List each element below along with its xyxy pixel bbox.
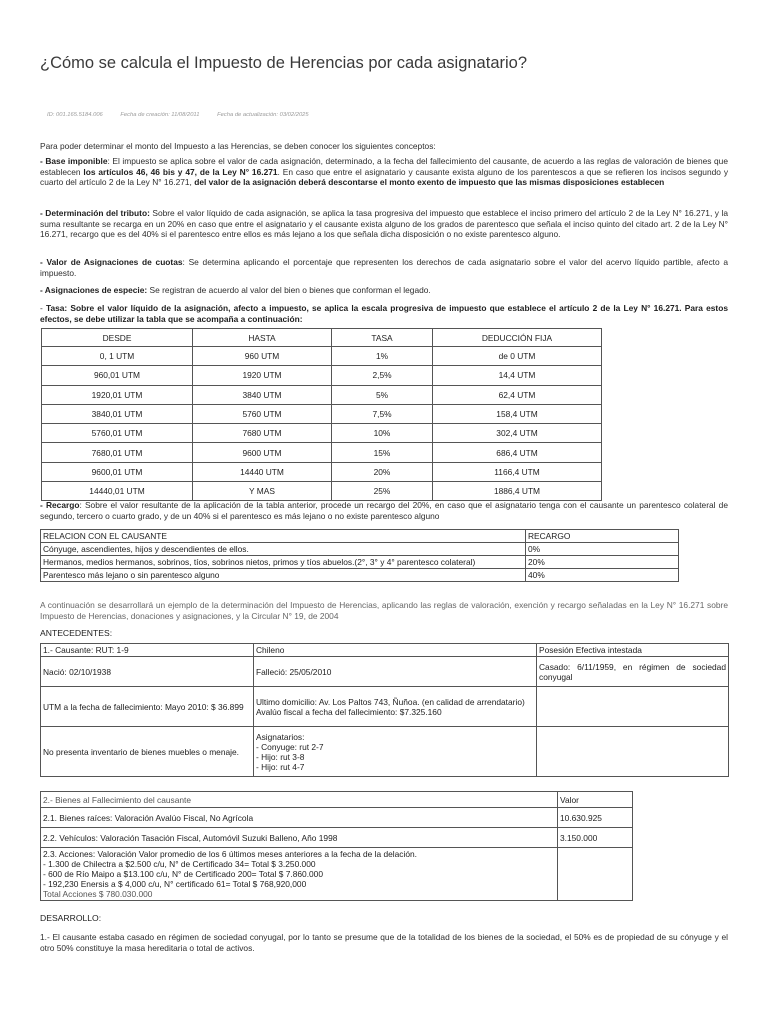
table-cell: 20%: [332, 462, 433, 481]
table-row: [41, 657, 729, 687]
table-cell: [537, 687, 729, 727]
avaluo-text: Avalúo fiscal a fecha del fallecimiento: $7.325.160: [256, 706, 442, 717]
table-cell: 10%: [332, 424, 433, 443]
table-cell: 14,4 UTM: [433, 366, 602, 385]
desarrollo-paragraph: 1.- El causante estaba casado en régimen de sociedad conyugal, por lo tanto se presume que de la totalidad de los bienes de la sociedad, el 50% es de propiedad de su cónyuge y el otro 50% constituye la masa hereditaria o total de activos.: [40, 932, 728, 953]
determinacion-label: - Determinación del tributo:: [40, 208, 150, 218]
asignatarios-label: Asignatarios:: [256, 731, 305, 742]
acciones-title: 2.3. Acciones: Valoración Valor promedio de los 6 últimos meses anteriores a la fecha de la delación.: [43, 849, 417, 859]
table-cell: 5760 UTM: [193, 404, 332, 423]
table-cell: 25%: [332, 482, 433, 501]
base-bold-2: del valor de la asignación deberá descontarse el monto exento de impuesto que las mismas disposiciones establecen: [194, 177, 665, 187]
document-id: ID: 001.165.5184.006: [47, 112, 103, 118]
base-text-1: : El impuesto se aplica sobre el valor de cada asignación, determinado, a la fecha del fallecimiento del causante, de acuerdo a las reglas de valoración de bienes que establecen: [40, 156, 728, 177]
bienes-header-valor: Valor: [558, 792, 633, 808]
table-row: [41, 543, 679, 556]
table-cell: 3840 UTM: [193, 385, 332, 404]
asignatario-item: - Hijo: rut 4-7: [256, 761, 305, 772]
cuotas-text: : Se determina aplicando el porcentaje que representen los derechos de cada asignatario sobre el valor del acervo líquido partible, afecto a impuesto.: [40, 257, 728, 278]
bienes-header-title: 2.- Bienes al Fallecimiento del causante: [41, 792, 558, 808]
table-cell: 9600 UTM: [193, 443, 332, 462]
table-cell: 3.150.000: [558, 828, 633, 848]
recargo-text: : Sobre el valor resultante de la aplicación de la tabla anterior, procede un recargo del 20%, en caso que el asignatario tenga con el causante un parentesco colateral de segundo, tercero o cuarto grado, y de un 40% si el parentesco es más lejano o no existe parentesco alguno: [40, 500, 728, 521]
table-row: [42, 347, 602, 366]
table-cell: [254, 687, 537, 727]
recargo-header-relacion: RELACION CON EL CAUSANTE: [41, 530, 526, 543]
base-imponible-paragraph: [40, 156, 728, 188]
determinacion-text: Sobre el valor líquido de cada asignación, se aplica la tasa progresiva del impuesto que establece el inciso primero del artículo 2 de la Ley N° 16.271, y la suma resultante se recarga en un 20% en caso que entre el asignatario y el causante exista alguno de los grados de parentesco que señala el inciso quinto del citado art. 2 de la Ley N° 16.271, recargo que es del 40% si el parentesco entre ellos es más lejano a los que señala dicha disposición o no existe parentesco alguno.: [40, 208, 728, 239]
table-cell: 2,5%: [332, 366, 433, 385]
acciones-line: - 192,230 Enersis a $ 4,000 c/u, N° certificado 61= Total $ 768,920,000: [43, 879, 307, 889]
table-row: [42, 366, 602, 385]
table-cell: [537, 727, 729, 777]
base-text-2: . En caso que entre el asignatario y causante exista alguno de los parentescos a que se refieren los incisos segundo y cuarto del artículo 2 de la Ley N° 16.271,: [40, 166, 729, 187]
base-bold-1: los artículos 46, 46 bis y 47, de la Ley N° 16.271: [83, 166, 278, 177]
cuotas-label: - Valor de Asignaciones de cuotas: [40, 257, 183, 267]
especie-text: Se registran de acuerdo al valor del bien o bienes que conforman el legado.: [147, 285, 431, 295]
bienes-header-row: [41, 792, 633, 808]
rates-header-desde: DESDE: [42, 329, 193, 347]
cuotas-paragraph: [40, 257, 728, 278]
table-cell: 14440,01 UTM: [42, 482, 193, 501]
acciones-line: - 600 de Río Maipo a $13.100 c/u, N° de Certificado 200= Total $ 7.860.000: [43, 869, 323, 879]
acciones-line: - 1.300 de Chilectra a $2.500 c/u, N° de Certificado 34= Total $ 3.250.000: [43, 859, 316, 869]
table-cell: de 0 UTM: [433, 347, 602, 366]
table-row: [41, 828, 633, 848]
page-title: ¿Cómo se calcula el Impuesto de Herencias por cada asignatario?: [40, 54, 528, 72]
table-row: [41, 644, 729, 657]
table-cell: 62,4 UTM: [433, 385, 602, 404]
tasa-prefix: -: [40, 303, 46, 313]
table-cell: 5%: [332, 385, 433, 404]
desarrollo-heading: DESARROLLO:: [40, 913, 102, 923]
table-cell: Nació: 02/10/1938: [41, 657, 254, 687]
table-row: [41, 848, 633, 901]
table-cell: No presenta inventario de bienes muebles o menaje.: [41, 727, 254, 777]
table-cell: Cónyuge, ascendientes, hijos y descendientes de ellos.: [41, 543, 526, 556]
bienes-table: [40, 791, 633, 901]
rates-header-tasa: TASA: [332, 329, 433, 347]
table-cell: 960 UTM: [193, 347, 332, 366]
table-cell: UTM a la fecha de fallecimiento: Mayo 2010: $ 36.899: [41, 687, 254, 727]
rates-header-deduccion: DEDUCCIÓN FIJA: [433, 329, 602, 347]
table-cell: Y MAS: [193, 482, 332, 501]
table-row: [41, 556, 679, 569]
table-cell: 10.630.925: [558, 808, 633, 828]
recargo-header-recargo: RECARGO: [526, 530, 679, 543]
table-row: [41, 687, 729, 727]
base-imponible-label: - Base imponible: [40, 156, 108, 166]
table-row: [41, 569, 679, 582]
table-cell: Casado: 6/11/1959, en régimen de sociedad conyugal: [537, 657, 729, 687]
table-cell: Hermanos, medios hermanos, sobrinos, tíos, sobrinos nietos, primos y tíos abuelos.(2°, 3° y 4° parentesco colateral): [41, 556, 526, 569]
tasa-text: Tasa: Sobre el valor líquido de la asignación, afecto a impuesto, se aplica la escala progresiva de impuesto que establece el artículo 2 de la Ley N° 16.271. Para estos efectos, se debe utilizar la tabla que se acompaña a continuación:: [40, 303, 728, 324]
table-cell: 1.- Causante: RUT: 1-9: [41, 644, 254, 657]
table-cell: 1920,01 UTM: [42, 385, 193, 404]
recargo-paragraph: [40, 500, 728, 521]
intro-paragraph: Para poder determinar el monto del Impuesto a las Herencias, se deben conocer los siguientes conceptos:: [40, 141, 436, 151]
table-cell: 1920 UTM: [193, 366, 332, 385]
especie-label: - Asignaciones de especie:: [40, 285, 148, 295]
table-cell: 20%: [526, 556, 679, 569]
document-meta: [47, 112, 325, 118]
table-cell: 5760,01 UTM: [42, 424, 193, 443]
table-row: [41, 727, 729, 777]
table-cell: 7680 UTM: [193, 424, 332, 443]
tasa-paragraph: [40, 303, 728, 324]
table-row: [41, 808, 633, 828]
asignatario-item: - Hijo: rut 3-8: [256, 751, 305, 762]
table-cell: 686,4 UTM: [433, 443, 602, 462]
antecedentes-heading: ANTECEDENTES:: [40, 628, 113, 638]
table-cell: 960,01 UTM: [42, 366, 193, 385]
domicilio-text: Ultimo domicilio: Av. Los Paltos 743, Ñuñoa. (en calidad de arrendatario): [256, 696, 525, 707]
table-cell: 0, 1 UTM: [42, 347, 193, 366]
table-cell: 14440 UTM: [193, 462, 332, 481]
acciones-total: Total Acciones $ 780.030.000: [43, 889, 153, 899]
table-cell: Parentesco más lejano o sin parentesco alguno: [41, 569, 526, 582]
rates-header-hasta: HASTA: [193, 329, 332, 347]
table-row: [42, 482, 602, 501]
table-cell: 1166,4 UTM: [433, 462, 602, 481]
table-cell: Chileno: [254, 644, 537, 657]
table-cell: 15%: [332, 443, 433, 462]
table-cell: 1%: [332, 347, 433, 366]
rates-header-row: [42, 329, 602, 347]
update-date: Fecha de actualización: 03/02/2025: [217, 112, 309, 118]
rates-table: [41, 328, 602, 501]
ejemplo-paragraph: A continuación se desarrollará un ejemplo de la determinación del Impuesto de Herencias, aplicando las reglas de valoración, exención y recargo señaladas en la Ley N° 16.271 sobre Impuesto de Herencias, donaciones y asignaciones, y la Circular N° 19, de 2004: [40, 600, 728, 621]
table-cell: 40%: [526, 569, 679, 582]
table-cell: 302,4 UTM: [433, 424, 602, 443]
table-row: [42, 443, 602, 462]
table-cell: 0%: [526, 543, 679, 556]
table-cell: 2.2. Vehículos: Valoración Tasación Fiscal, Automóvil Suzuki Balleno, Año 1998: [41, 828, 558, 848]
especie-paragraph: [40, 285, 728, 296]
recargo-table: [40, 529, 679, 582]
antecedentes-table: [40, 643, 729, 777]
table-row: [42, 385, 602, 404]
table-cell: 7680,01 UTM: [42, 443, 193, 462]
table-row: [42, 424, 602, 443]
table-cell: Falleció: 25/05/2010: [254, 657, 537, 687]
table-cell: Posesión Efectiva intestada: [537, 644, 729, 657]
asignatario-item: - Conyuge: rut 2-7: [256, 741, 324, 752]
table-cell: 158,4 UTM: [433, 404, 602, 423]
table-cell: 1886,4 UTM: [433, 482, 602, 501]
creation-date: Fecha de creación: 11/08/2011: [120, 112, 200, 118]
table-cell: 3840,01 UTM: [42, 404, 193, 423]
table-cell: 7,5%: [332, 404, 433, 423]
table-cell: 2.1. Bienes raíces: Valoración Avalúo Fiscal, No Agrícola: [41, 808, 558, 828]
recargo-header-row: [41, 530, 679, 543]
table-cell: [41, 848, 558, 901]
table-row: [42, 462, 602, 481]
determinacion-paragraph: [40, 208, 728, 240]
table-row: [42, 404, 602, 423]
table-cell: [254, 727, 537, 777]
recargo-label: - Recargo: [40, 500, 80, 510]
table-cell: [558, 848, 633, 901]
table-cell: 9600,01 UTM: [42, 462, 193, 481]
